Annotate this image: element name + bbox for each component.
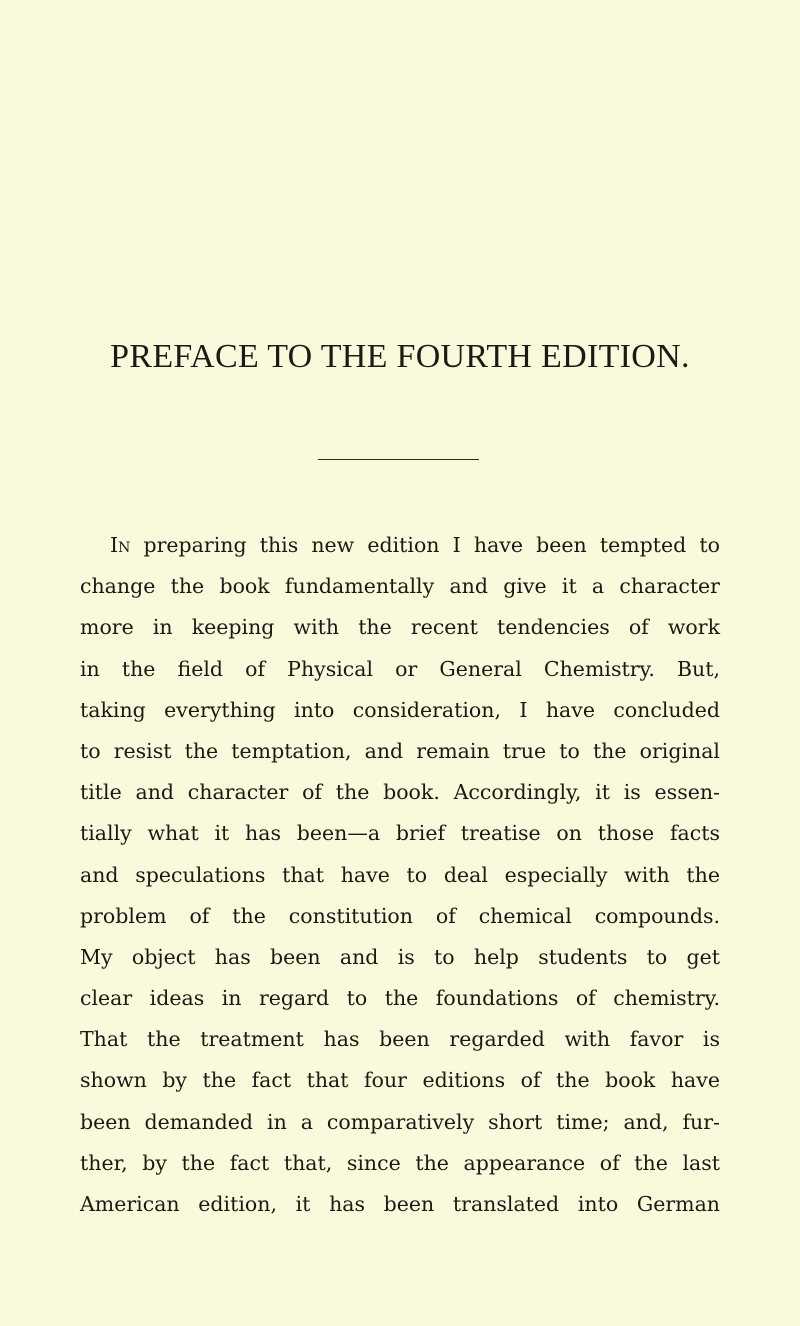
paragraph-line-9: and speculations that have to deal especially with the: [80, 862, 720, 887]
title-divider: [318, 459, 479, 460]
preface-paragraph: [80, 525, 720, 1225]
paragraph-line-12: clear ideas in regard to the foundations of chemistry.: [80, 986, 720, 1011]
paragraph-line-text: preparing this new edition I have been tempted to: [130, 533, 720, 557]
paragraph-line-4: in the field of Physical or General Chemistry. But,: [80, 656, 720, 681]
paragraph-line-10: problem of the constitution of chemical compounds.: [80, 903, 720, 928]
paragraph-line-15: been demanded in a comparatively short time; and, fur-: [80, 1109, 720, 1134]
paragraph-line-3: more in keeping with the recent tendencies of work: [80, 615, 720, 640]
paragraph-line-6: to resist the temptation, and remain true to the original: [80, 738, 720, 763]
page-title: PREFACE TO THE FOURTH EDITION.: [110, 338, 690, 375]
lead-word: In: [110, 533, 131, 557]
paragraph-line-5: taking everything into consideration, I have concluded: [80, 697, 720, 722]
paragraph-line-7: title and character of the book. Accordingly, it is essen-: [80, 780, 720, 805]
paragraph-line-2: change the book fundamentally and give it a character: [80, 574, 720, 599]
paragraph-line-14: shown by the fact that four editions of the book have: [80, 1068, 720, 1093]
paragraph-line-16: ther, by the fact that, since the appearance of the last: [80, 1150, 720, 1175]
paragraph-line-8: tially what it has been—a brief treatise on those facts: [80, 821, 720, 846]
paragraph-line-11: My object has been and is to help students to get: [80, 944, 720, 969]
paragraph-line-17: American edition, it has been translated into German: [80, 1192, 720, 1216]
paragraph-line-13: That the treatment has been regarded with favor is: [80, 1027, 720, 1052]
paragraph-line-1: [80, 525, 720, 566]
